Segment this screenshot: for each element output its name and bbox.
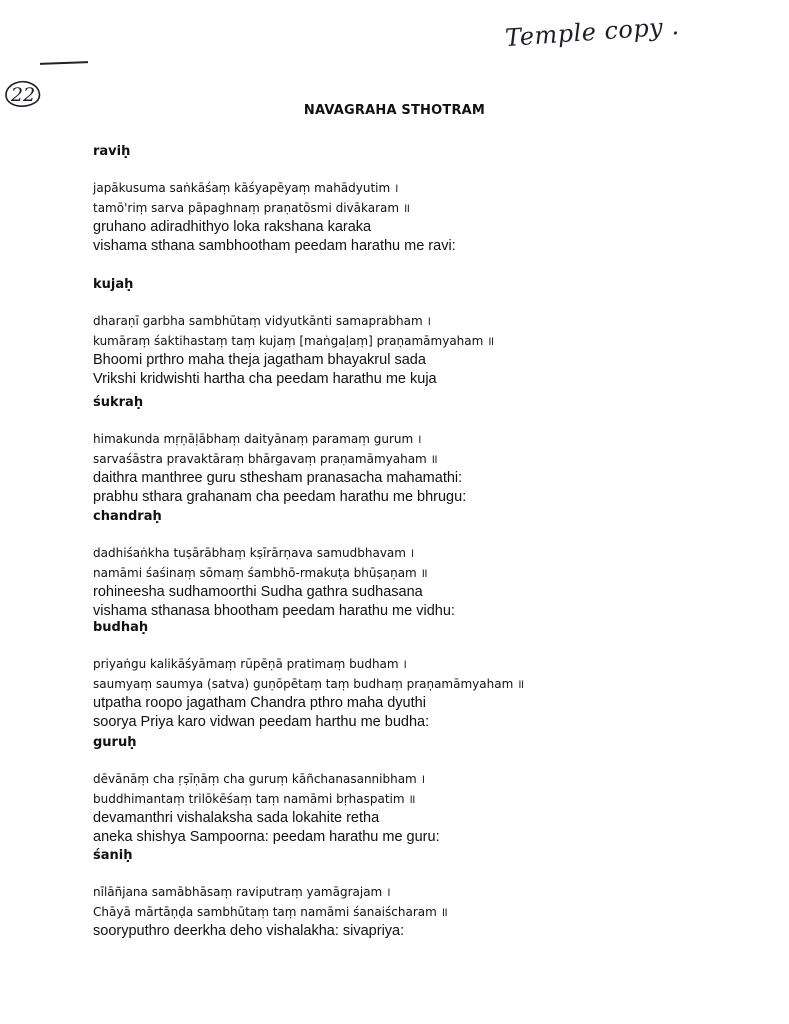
verse-line: daithra manthree guru sthesham pranasacha mahamathi:	[93, 470, 463, 486]
verse-line: dharaṇī garbha sambhūtaṃ vidyutkānti samaprabham ।	[93, 314, 432, 328]
verse-line: Vrikshi kridwishti hartha cha peedam harathu me kuja	[93, 370, 437, 387]
verse-line: vishama sthanasa bhootham peedam harathu me vidhu:	[93, 602, 455, 619]
verse-line: aneka shishya Sampoorna: peedam harathu me guru:	[93, 828, 440, 845]
section-heading: chandraḥ	[93, 509, 162, 524]
verse-line: sooryputhro deerkha deho vishalakha: sivapriya:	[93, 923, 405, 939]
verse-line: kumāraṃ śaktihastaṃ taṃ kujaṃ [maṅgaḷaṃ] praṇamāmyaham ॥	[93, 334, 495, 348]
document-title: NAVAGRAHA STHOTRAM	[303, 103, 486, 118]
section-kujah	[93, 276, 753, 388]
verse-line: nīlāñjana samābhāsaṃ raviputraṃ yamāgrajam ।	[93, 885, 391, 899]
verse-line: namāmi śaśinaṃ sōmaṃ śambhō-rmakuṭa bhūṣaṇam ॥	[93, 566, 428, 580]
handwritten-dash	[40, 61, 88, 65]
handwritten-note: Temple copy .	[504, 11, 681, 53]
section-heading: raviḥ	[93, 144, 131, 159]
section-guruh	[93, 734, 753, 846]
section-sukrah	[93, 394, 753, 506]
verse-line: dēvānāṃ cha ṛṣīṇāṃ cha guruṃ kāñchanasannibham ।	[93, 772, 426, 786]
verse-line: japākusuma saṅkāśaṃ kāśyapēyaṃ mahādyutim ।	[93, 181, 399, 195]
verse-line: utpatha roopo jagatham Chandra pthro maha dyuthi	[93, 695, 426, 711]
verse-line: dadhiśaṅkha tuṣārābhaṃ kṣīrārṇava samudbhavam ।	[93, 546, 415, 560]
section-sanih	[93, 847, 753, 941]
verse-line: himakunda mṛṇāḷābhaṃ daityānaṃ paramaṃ gurum ।	[93, 432, 422, 446]
section-chandrah	[93, 508, 753, 620]
verse-line: vishama sthana sambhootham peedam harathu me ravi:	[93, 237, 456, 254]
verse-line: Chāyā mārtāṇḍa sambhūtaṃ taṃ namāmi śanaiścharam ॥	[93, 905, 448, 919]
verse-line: soorya Priya karo vidwan peedam harthu me budha:	[93, 713, 430, 730]
verse-line: sarvaśāstra pravaktāraṃ bhārgavaṃ praṇamāmyaham ॥	[93, 452, 438, 466]
verse-line: priyaṅgu kalikāśyāmaṃ rūpēṇā pratimaṃ budham ।	[93, 657, 407, 671]
page-number-text: 22	[11, 84, 36, 106]
section-heading: kujaḥ	[93, 277, 134, 292]
verse-line: prabhu sthara grahanam cha peedam harathu me bhrugu:	[93, 488, 467, 505]
section-heading: budhaḥ	[93, 620, 149, 635]
verse-line: rohineesha sudhamoorthi Sudha gathra sudhasana	[93, 584, 423, 600]
section-heading: śukraḥ	[93, 395, 144, 410]
section-ravih	[93, 143, 753, 255]
section-heading: śaniḥ	[93, 848, 133, 863]
verse-line: tamō'riṃ sarva pāpaghnaṃ praṇatōsmi divākaram ॥	[93, 201, 411, 215]
verse-line: devamanthri vishalaksha sada lokahite retha	[93, 810, 380, 826]
verse-line: buddhimantaṃ trilōkēśaṃ taṃ namāmi bṛhaspatim ॥	[93, 792, 416, 806]
verse-line: saumyaṃ saumya (satva) guṇōpētaṃ taṃ budhaṃ praṇamāmyaham ॥	[93, 677, 525, 691]
section-budhah	[93, 619, 753, 731]
verse-line: Bhoomi prthro maha theja jagatham bhayakrul sada	[93, 352, 426, 368]
verse-line: gruhano adiradhithyo loka rakshana karaka	[93, 219, 372, 235]
section-heading: guruḥ	[93, 735, 137, 750]
